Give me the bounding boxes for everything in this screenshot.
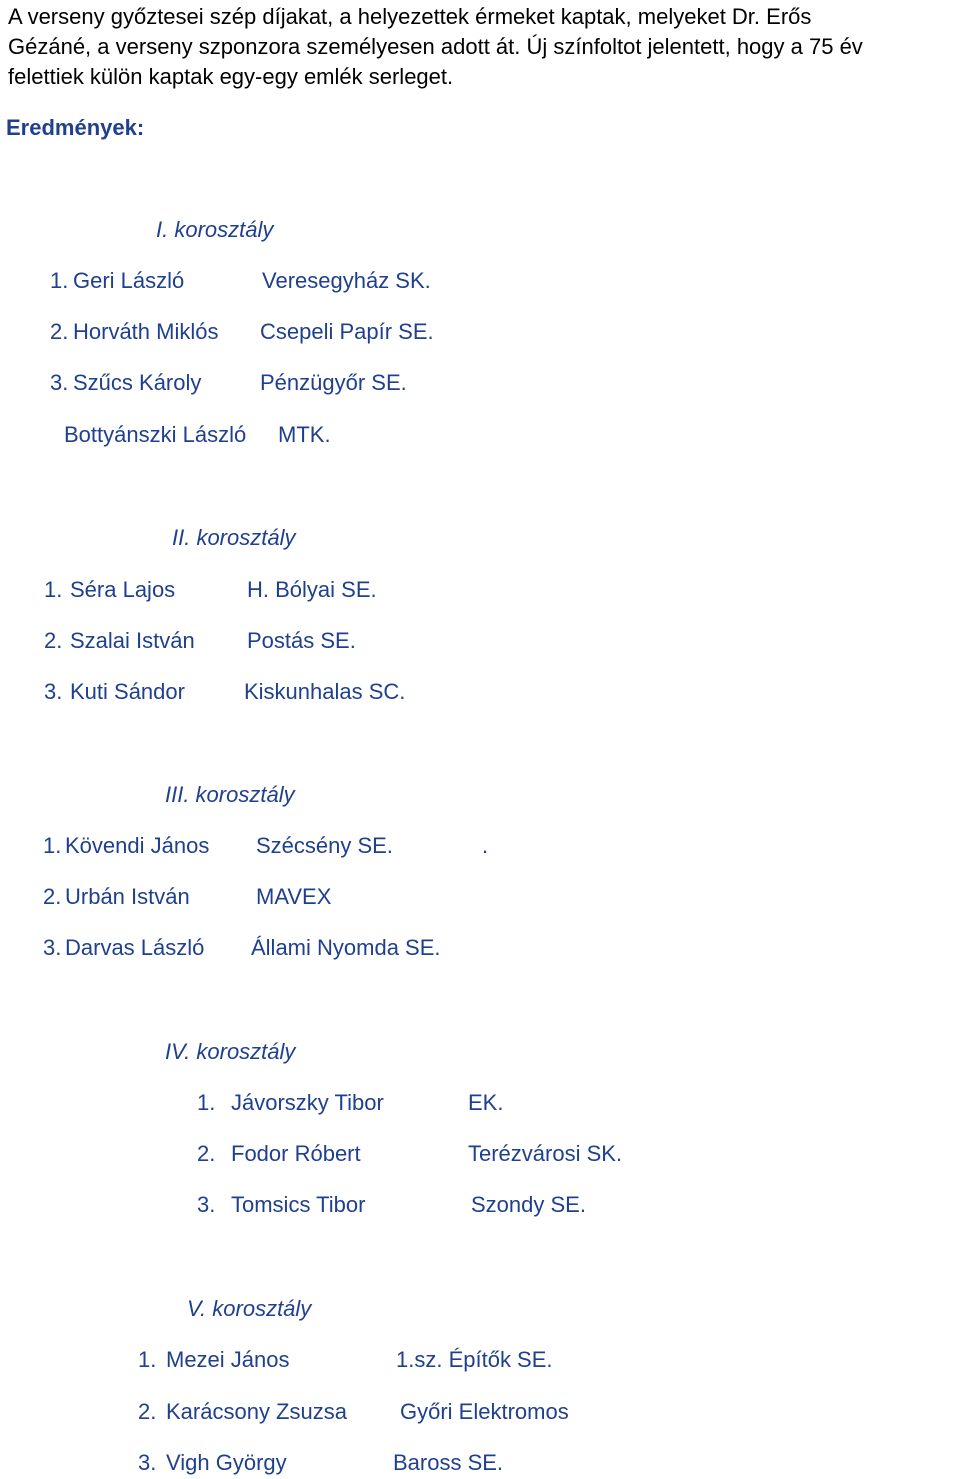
category-title: V. korosztály — [187, 1296, 312, 1321]
result-club: Szécsény SE. — [256, 833, 393, 858]
stray-period: . — [482, 833, 489, 858]
result-rank: 2. — [138, 1399, 157, 1424]
results-heading: Eredmények: — [6, 115, 145, 140]
result-club: Veresegyház SK. — [262, 268, 431, 293]
result-club: H. Bólyai SE. — [247, 577, 377, 602]
result-rank: 3. — [43, 935, 62, 960]
result-rank: 1. — [197, 1090, 216, 1115]
intro-line-3: felettiek külön kaptak egy-egy emlék serleget. — [8, 64, 454, 89]
result-name: Urbán István — [65, 884, 190, 909]
result-name: Szalai István — [70, 628, 195, 653]
result-rank: 2. — [44, 628, 63, 653]
result-rank: 2. — [197, 1141, 216, 1166]
result-club: Pénzügyőr SE. — [260, 370, 407, 395]
result-rank: 1. — [44, 577, 63, 602]
result-club: 1.sz. Építők SE. — [396, 1347, 553, 1372]
result-name: Geri László — [73, 268, 185, 293]
result-name: Séra Lajos — [70, 577, 176, 602]
result-rank: 1. — [43, 833, 62, 858]
result-rank: 1. — [138, 1347, 157, 1372]
result-name: Jávorszky Tibor — [231, 1090, 384, 1115]
result-rank: 2. — [43, 884, 62, 909]
intro-line-2: Gézáné, a verseny szponzora személyesen adott át. Új színfoltot jelentett, hogy a 75 év — [8, 34, 863, 59]
category-title: IV. korosztály — [165, 1039, 296, 1064]
result-rank: 3. — [50, 370, 69, 395]
result-club: Állami Nyomda SE. — [251, 935, 441, 960]
result-name: Mezei János — [166, 1347, 290, 1372]
result-name: Kövendi János — [65, 833, 210, 858]
intro-line-1: A verseny győztesei szép díjakat, a helyezettek érmeket kaptak, melyeket Dr. Erős — [8, 4, 812, 29]
result-club: Szondy SE. — [471, 1192, 586, 1217]
result-name: Szűcs Károly — [73, 370, 202, 395]
result-name: Karácsony Zsuzsa — [166, 1399, 347, 1424]
result-club: Terézvárosi SK. — [468, 1141, 623, 1166]
result-rank: 1. — [50, 268, 69, 293]
category-title: II. korosztály — [172, 525, 296, 550]
result-club: Csepeli Papír SE. — [260, 319, 434, 344]
result-rank: 2. — [50, 319, 69, 344]
result-name: Bottyánszki László — [64, 422, 247, 447]
result-club: Postás SE. — [247, 628, 356, 653]
result-club: Kiskunhalas SC. — [244, 679, 406, 704]
result-club: MAVEX — [256, 884, 332, 909]
category-title: I. korosztály — [156, 217, 274, 242]
result-rank: 3. — [44, 679, 63, 704]
result-club: MTK. — [278, 422, 331, 447]
result-rank: 3. — [197, 1192, 216, 1217]
result-name: Horváth Miklós — [73, 319, 219, 344]
result-rank: 3. — [138, 1450, 157, 1475]
category-title: III. korosztály — [165, 782, 295, 807]
result-name: Fodor Róbert — [231, 1141, 361, 1166]
result-name: Darvas László — [65, 935, 205, 960]
result-club: Baross SE. — [393, 1450, 504, 1475]
result-club: Győri Elektromos — [400, 1399, 569, 1424]
result-club: EK. — [468, 1090, 504, 1115]
result-name: Vigh György — [166, 1450, 287, 1475]
result-name: Tomsics Tibor — [231, 1192, 366, 1217]
result-name: Kuti Sándor — [70, 679, 185, 704]
